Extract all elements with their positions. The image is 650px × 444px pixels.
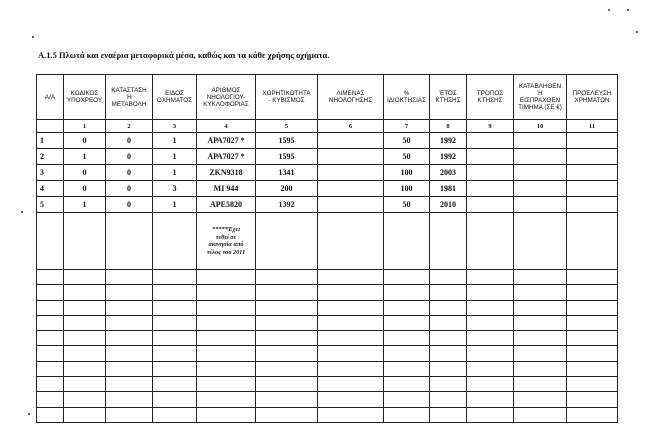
table-cell bbox=[153, 377, 197, 392]
table-cell: 5 bbox=[37, 197, 64, 213]
table-cell bbox=[567, 300, 618, 315]
table-cell bbox=[514, 315, 567, 330]
table-cell: 1 bbox=[153, 133, 197, 149]
table-cell bbox=[430, 392, 467, 407]
table-cell bbox=[318, 361, 384, 376]
table-cell bbox=[256, 331, 318, 346]
table-cell bbox=[384, 361, 430, 376]
table-cell bbox=[106, 300, 153, 315]
table-cell bbox=[514, 133, 567, 149]
column-number: 9 bbox=[467, 120, 514, 133]
table-cell bbox=[256, 300, 318, 315]
table-cell bbox=[197, 331, 256, 346]
table-cell bbox=[384, 331, 430, 346]
table-cell bbox=[318, 300, 384, 315]
table-cell bbox=[37, 285, 64, 300]
table-cell bbox=[318, 377, 384, 392]
table-cell: ΜΙ 944 bbox=[197, 181, 256, 197]
footnote: *****Έχει τεθεί σε ακινησία από τέλος του 2011 bbox=[197, 213, 256, 270]
table-row bbox=[37, 149, 618, 165]
column-number-row bbox=[37, 120, 618, 133]
table-cell bbox=[197, 346, 256, 361]
table-cell bbox=[514, 361, 567, 376]
table-cell bbox=[467, 300, 514, 315]
table-cell bbox=[567, 165, 618, 181]
table-cell bbox=[430, 377, 467, 392]
table-cell bbox=[64, 392, 106, 407]
table-cell bbox=[467, 165, 514, 181]
table-cell bbox=[567, 315, 618, 330]
table-cell bbox=[318, 165, 384, 181]
table-cell bbox=[256, 346, 318, 361]
table-cell: 0 bbox=[64, 133, 106, 149]
table-cell bbox=[106, 407, 153, 422]
table-cell bbox=[64, 407, 106, 422]
scan-mark bbox=[636, 31, 638, 33]
col-header: ΧΩΡΗΤΙΚΟΤΗΤΑ - ΚΥΒΙΣΜΟΣ bbox=[256, 75, 318, 120]
table-cell bbox=[64, 270, 106, 285]
table-cell bbox=[318, 331, 384, 346]
table-cell bbox=[318, 181, 384, 197]
header-row bbox=[37, 75, 618, 120]
column-number: 5 bbox=[256, 120, 318, 133]
table-cell: 1341 bbox=[256, 165, 318, 181]
table-cell bbox=[514, 149, 567, 165]
table-cell bbox=[106, 213, 153, 270]
table-cell bbox=[467, 392, 514, 407]
table-cell: 50 bbox=[384, 197, 430, 213]
table-cell bbox=[37, 392, 64, 407]
table-cell bbox=[37, 361, 64, 376]
table-cell bbox=[514, 213, 567, 270]
column-number: 7 bbox=[384, 120, 430, 133]
table-cell bbox=[430, 213, 467, 270]
table-cell bbox=[106, 315, 153, 330]
column-number: 4 bbox=[197, 120, 256, 133]
table-cell bbox=[567, 392, 618, 407]
table-cell: ΖΚΝ9318 bbox=[197, 165, 256, 181]
table-cell bbox=[567, 346, 618, 361]
empty-row bbox=[37, 315, 618, 330]
table-cell bbox=[153, 270, 197, 285]
column-number bbox=[37, 120, 64, 133]
table-cell: 100 bbox=[384, 165, 430, 181]
col-header: ΠΡΟΕΛΕΥΣΗ ΧΡΗΜΑΤΩΝ bbox=[567, 75, 618, 120]
column-number: 10 bbox=[514, 120, 567, 133]
table-cell bbox=[153, 213, 197, 270]
table-cell bbox=[467, 197, 514, 213]
table-cell bbox=[514, 346, 567, 361]
table-cell bbox=[106, 285, 153, 300]
table-cell bbox=[567, 361, 618, 376]
table-cell bbox=[256, 285, 318, 300]
table-cell bbox=[384, 346, 430, 361]
column-number: 2 bbox=[106, 120, 153, 133]
empty-row bbox=[37, 407, 618, 422]
col-header: ΤΡΟΠΟΣ ΚΤΗΣΗΣ bbox=[467, 75, 514, 120]
table-cell: 0 bbox=[106, 149, 153, 165]
table-cell bbox=[567, 407, 618, 422]
table-cell bbox=[197, 407, 256, 422]
table-cell bbox=[197, 392, 256, 407]
table-cell: 0 bbox=[64, 181, 106, 197]
table-cell bbox=[318, 133, 384, 149]
table-cell: 0 bbox=[106, 197, 153, 213]
vehicles-table bbox=[36, 74, 618, 423]
table-cell bbox=[467, 346, 514, 361]
table-cell bbox=[430, 361, 467, 376]
table-cell bbox=[153, 285, 197, 300]
table-cell: ΑΡΑ7027 * bbox=[197, 149, 256, 165]
table-cell: 0 bbox=[64, 165, 106, 181]
table-cell: 1595 bbox=[256, 133, 318, 149]
table-cell: 1 bbox=[64, 149, 106, 165]
empty-row bbox=[37, 300, 618, 315]
scan-mark bbox=[21, 211, 23, 213]
col-header: ΈΤΟΣ ΚΤΗΣΗΣ bbox=[430, 75, 467, 120]
table-cell bbox=[256, 213, 318, 270]
table-cell bbox=[197, 361, 256, 376]
table-cell bbox=[197, 377, 256, 392]
table-cell bbox=[318, 346, 384, 361]
col-header: ΚΑΤΑΒΛΗΘΕΝ Ή ΕΙΣΠΡΑΧΘΕΝ ΤΙΜΗΜΑ (ΣΕ €) bbox=[514, 75, 567, 120]
table-cell bbox=[64, 213, 106, 270]
table-cell bbox=[567, 149, 618, 165]
table-cell: 1 bbox=[37, 133, 64, 149]
table-cell bbox=[197, 315, 256, 330]
table-cell bbox=[197, 300, 256, 315]
column-number: 3 bbox=[153, 120, 197, 133]
table-cell bbox=[467, 285, 514, 300]
table-cell bbox=[318, 149, 384, 165]
column-number: 11 bbox=[567, 120, 618, 133]
column-number: 1 bbox=[64, 120, 106, 133]
table-cell bbox=[514, 377, 567, 392]
scan-mark bbox=[627, 9, 629, 11]
table-cell bbox=[37, 300, 64, 315]
empty-row bbox=[37, 285, 618, 300]
table-cell bbox=[64, 377, 106, 392]
table-cell bbox=[37, 346, 64, 361]
table-cell bbox=[106, 361, 153, 376]
table-cell: 0 bbox=[106, 133, 153, 149]
table-cell bbox=[153, 392, 197, 407]
table-cell: 200 bbox=[256, 181, 318, 197]
table-cell bbox=[106, 377, 153, 392]
table-cell bbox=[256, 407, 318, 422]
table-cell: 1992 bbox=[430, 149, 467, 165]
table-cell bbox=[430, 285, 467, 300]
table-cell bbox=[430, 407, 467, 422]
table-cell: 1992 bbox=[430, 133, 467, 149]
note-row bbox=[37, 213, 618, 270]
table-cell bbox=[384, 315, 430, 330]
table-cell bbox=[384, 407, 430, 422]
col-header: ΚΑΤΑΣΤΑΣΗ Ή ΜΕΤΑΒΟΛΗ bbox=[106, 75, 153, 120]
table-cell bbox=[197, 285, 256, 300]
table-cell bbox=[567, 133, 618, 149]
table-cell: 0 bbox=[106, 165, 153, 181]
table-cell bbox=[514, 331, 567, 346]
table-cell bbox=[256, 315, 318, 330]
table-cell bbox=[514, 197, 567, 213]
table-cell bbox=[318, 270, 384, 285]
table-cell: 2010 bbox=[430, 197, 467, 213]
table-cell: 1 bbox=[153, 197, 197, 213]
empty-rows bbox=[37, 270, 618, 423]
table-cell bbox=[106, 270, 153, 285]
table-cell bbox=[467, 133, 514, 149]
table-cell bbox=[384, 270, 430, 285]
empty-row bbox=[37, 361, 618, 376]
table-cell bbox=[567, 270, 618, 285]
col-header: ΛΙΜΕΝΑΣ ΝΗΟΛΟΓΗΣΗΣ bbox=[318, 75, 384, 120]
table-cell bbox=[37, 377, 64, 392]
table-cell bbox=[153, 361, 197, 376]
table-cell bbox=[467, 331, 514, 346]
table-cell bbox=[467, 315, 514, 330]
table-cell bbox=[567, 331, 618, 346]
table-cell: 0 bbox=[106, 181, 153, 197]
table-cell bbox=[64, 285, 106, 300]
table-cell bbox=[318, 392, 384, 407]
table-cell bbox=[514, 181, 567, 197]
table-cell bbox=[467, 213, 514, 270]
empty-row bbox=[37, 270, 618, 285]
table-cell bbox=[567, 213, 618, 270]
table-cell bbox=[256, 392, 318, 407]
col-header: ΑΡΙΘΜΟΣ ΝΗΟΛΟΓΙΟΥ- ΚΥΚΛΟΦΟΡΙΑΣ bbox=[197, 75, 256, 120]
table-cell bbox=[384, 300, 430, 315]
table-cell bbox=[467, 149, 514, 165]
table-cell: 1 bbox=[153, 149, 197, 165]
table-cell: 1981 bbox=[430, 181, 467, 197]
table-cell: 2003 bbox=[430, 165, 467, 181]
table-row bbox=[37, 181, 618, 197]
table-cell bbox=[384, 213, 430, 270]
scan-mark bbox=[32, 36, 34, 38]
table-cell bbox=[37, 270, 64, 285]
table-cell bbox=[430, 346, 467, 361]
table-cell bbox=[384, 377, 430, 392]
table-cell bbox=[64, 315, 106, 330]
table-row bbox=[37, 133, 618, 149]
table-cell bbox=[37, 407, 64, 422]
table-cell bbox=[318, 407, 384, 422]
table-cell: 1 bbox=[64, 197, 106, 213]
col-header: % ΙΔΙΟΚΤΗΣΙΑΣ bbox=[384, 75, 430, 120]
table-cell bbox=[567, 181, 618, 197]
table-cell bbox=[467, 407, 514, 422]
table-cell bbox=[153, 331, 197, 346]
table-cell bbox=[467, 361, 514, 376]
table-cell bbox=[514, 285, 567, 300]
section-title: A.1.5 Πλωτά και εναέρια μεταφορικά μέσα, καθώς και τα κάθε χρήσης οχήματα. bbox=[38, 50, 330, 60]
table-cell bbox=[106, 392, 153, 407]
table-cell bbox=[567, 197, 618, 213]
table-cell bbox=[256, 270, 318, 285]
table-cell bbox=[153, 315, 197, 330]
table-cell bbox=[567, 377, 618, 392]
table-cell bbox=[514, 300, 567, 315]
table-cell bbox=[467, 377, 514, 392]
table-cell bbox=[64, 346, 106, 361]
empty-row bbox=[37, 331, 618, 346]
table-cell bbox=[467, 270, 514, 285]
table-cell bbox=[514, 165, 567, 181]
table-cell bbox=[514, 407, 567, 422]
table-cell: 3 bbox=[37, 165, 64, 181]
table-cell: 4 bbox=[37, 181, 64, 197]
table-cell bbox=[514, 392, 567, 407]
table-cell bbox=[37, 315, 64, 330]
table-cell bbox=[64, 331, 106, 346]
table-cell bbox=[430, 300, 467, 315]
empty-row bbox=[37, 392, 618, 407]
table-cell bbox=[318, 315, 384, 330]
table-cell bbox=[64, 361, 106, 376]
empty-row bbox=[37, 377, 618, 392]
col-header: Α/Α bbox=[37, 75, 64, 120]
table-cell bbox=[318, 197, 384, 213]
table-cell bbox=[430, 270, 467, 285]
table-row bbox=[37, 197, 618, 213]
table-cell bbox=[106, 346, 153, 361]
table-cell: 1 bbox=[153, 165, 197, 181]
table-cell bbox=[318, 285, 384, 300]
table-cell: 3 bbox=[153, 181, 197, 197]
table-cell bbox=[384, 285, 430, 300]
table-cell: 50 bbox=[384, 149, 430, 165]
col-header: ΚΩΔΙΚΟΣ ΥΠΟΧΡΕΟΥ bbox=[64, 75, 106, 120]
table-cell: ΑΡΑ7027 * bbox=[197, 133, 256, 149]
table-cell: ΑΡΕ5820 bbox=[197, 197, 256, 213]
table-cell: 50 bbox=[384, 133, 430, 149]
table-cell bbox=[567, 285, 618, 300]
table-row bbox=[37, 165, 618, 181]
table-cell: 2 bbox=[37, 149, 64, 165]
table-cell bbox=[467, 181, 514, 197]
table-cell: 100 bbox=[384, 181, 430, 197]
table-cell bbox=[256, 361, 318, 376]
table-cell bbox=[318, 213, 384, 270]
column-number: 8 bbox=[430, 120, 467, 133]
table-cell bbox=[384, 392, 430, 407]
table-cell bbox=[256, 377, 318, 392]
table-cell bbox=[153, 407, 197, 422]
table-cell bbox=[37, 331, 64, 346]
table-cell bbox=[37, 213, 64, 270]
scan-mark bbox=[608, 9, 610, 11]
table-cell bbox=[430, 331, 467, 346]
table-cell bbox=[430, 315, 467, 330]
col-header: ΕΙΔΟΣ ΟΧΗΜΑΤΟΣ bbox=[153, 75, 197, 120]
column-number: 6 bbox=[318, 120, 384, 133]
table-cell bbox=[153, 300, 197, 315]
table-cell bbox=[153, 346, 197, 361]
table-cell bbox=[106, 331, 153, 346]
table-cell: 1595 bbox=[256, 149, 318, 165]
table-cell bbox=[197, 270, 256, 285]
table-cell: 1392 bbox=[256, 197, 318, 213]
empty-row bbox=[37, 346, 618, 361]
scan-mark bbox=[28, 413, 30, 415]
table-cell bbox=[514, 270, 567, 285]
table-cell bbox=[64, 300, 106, 315]
